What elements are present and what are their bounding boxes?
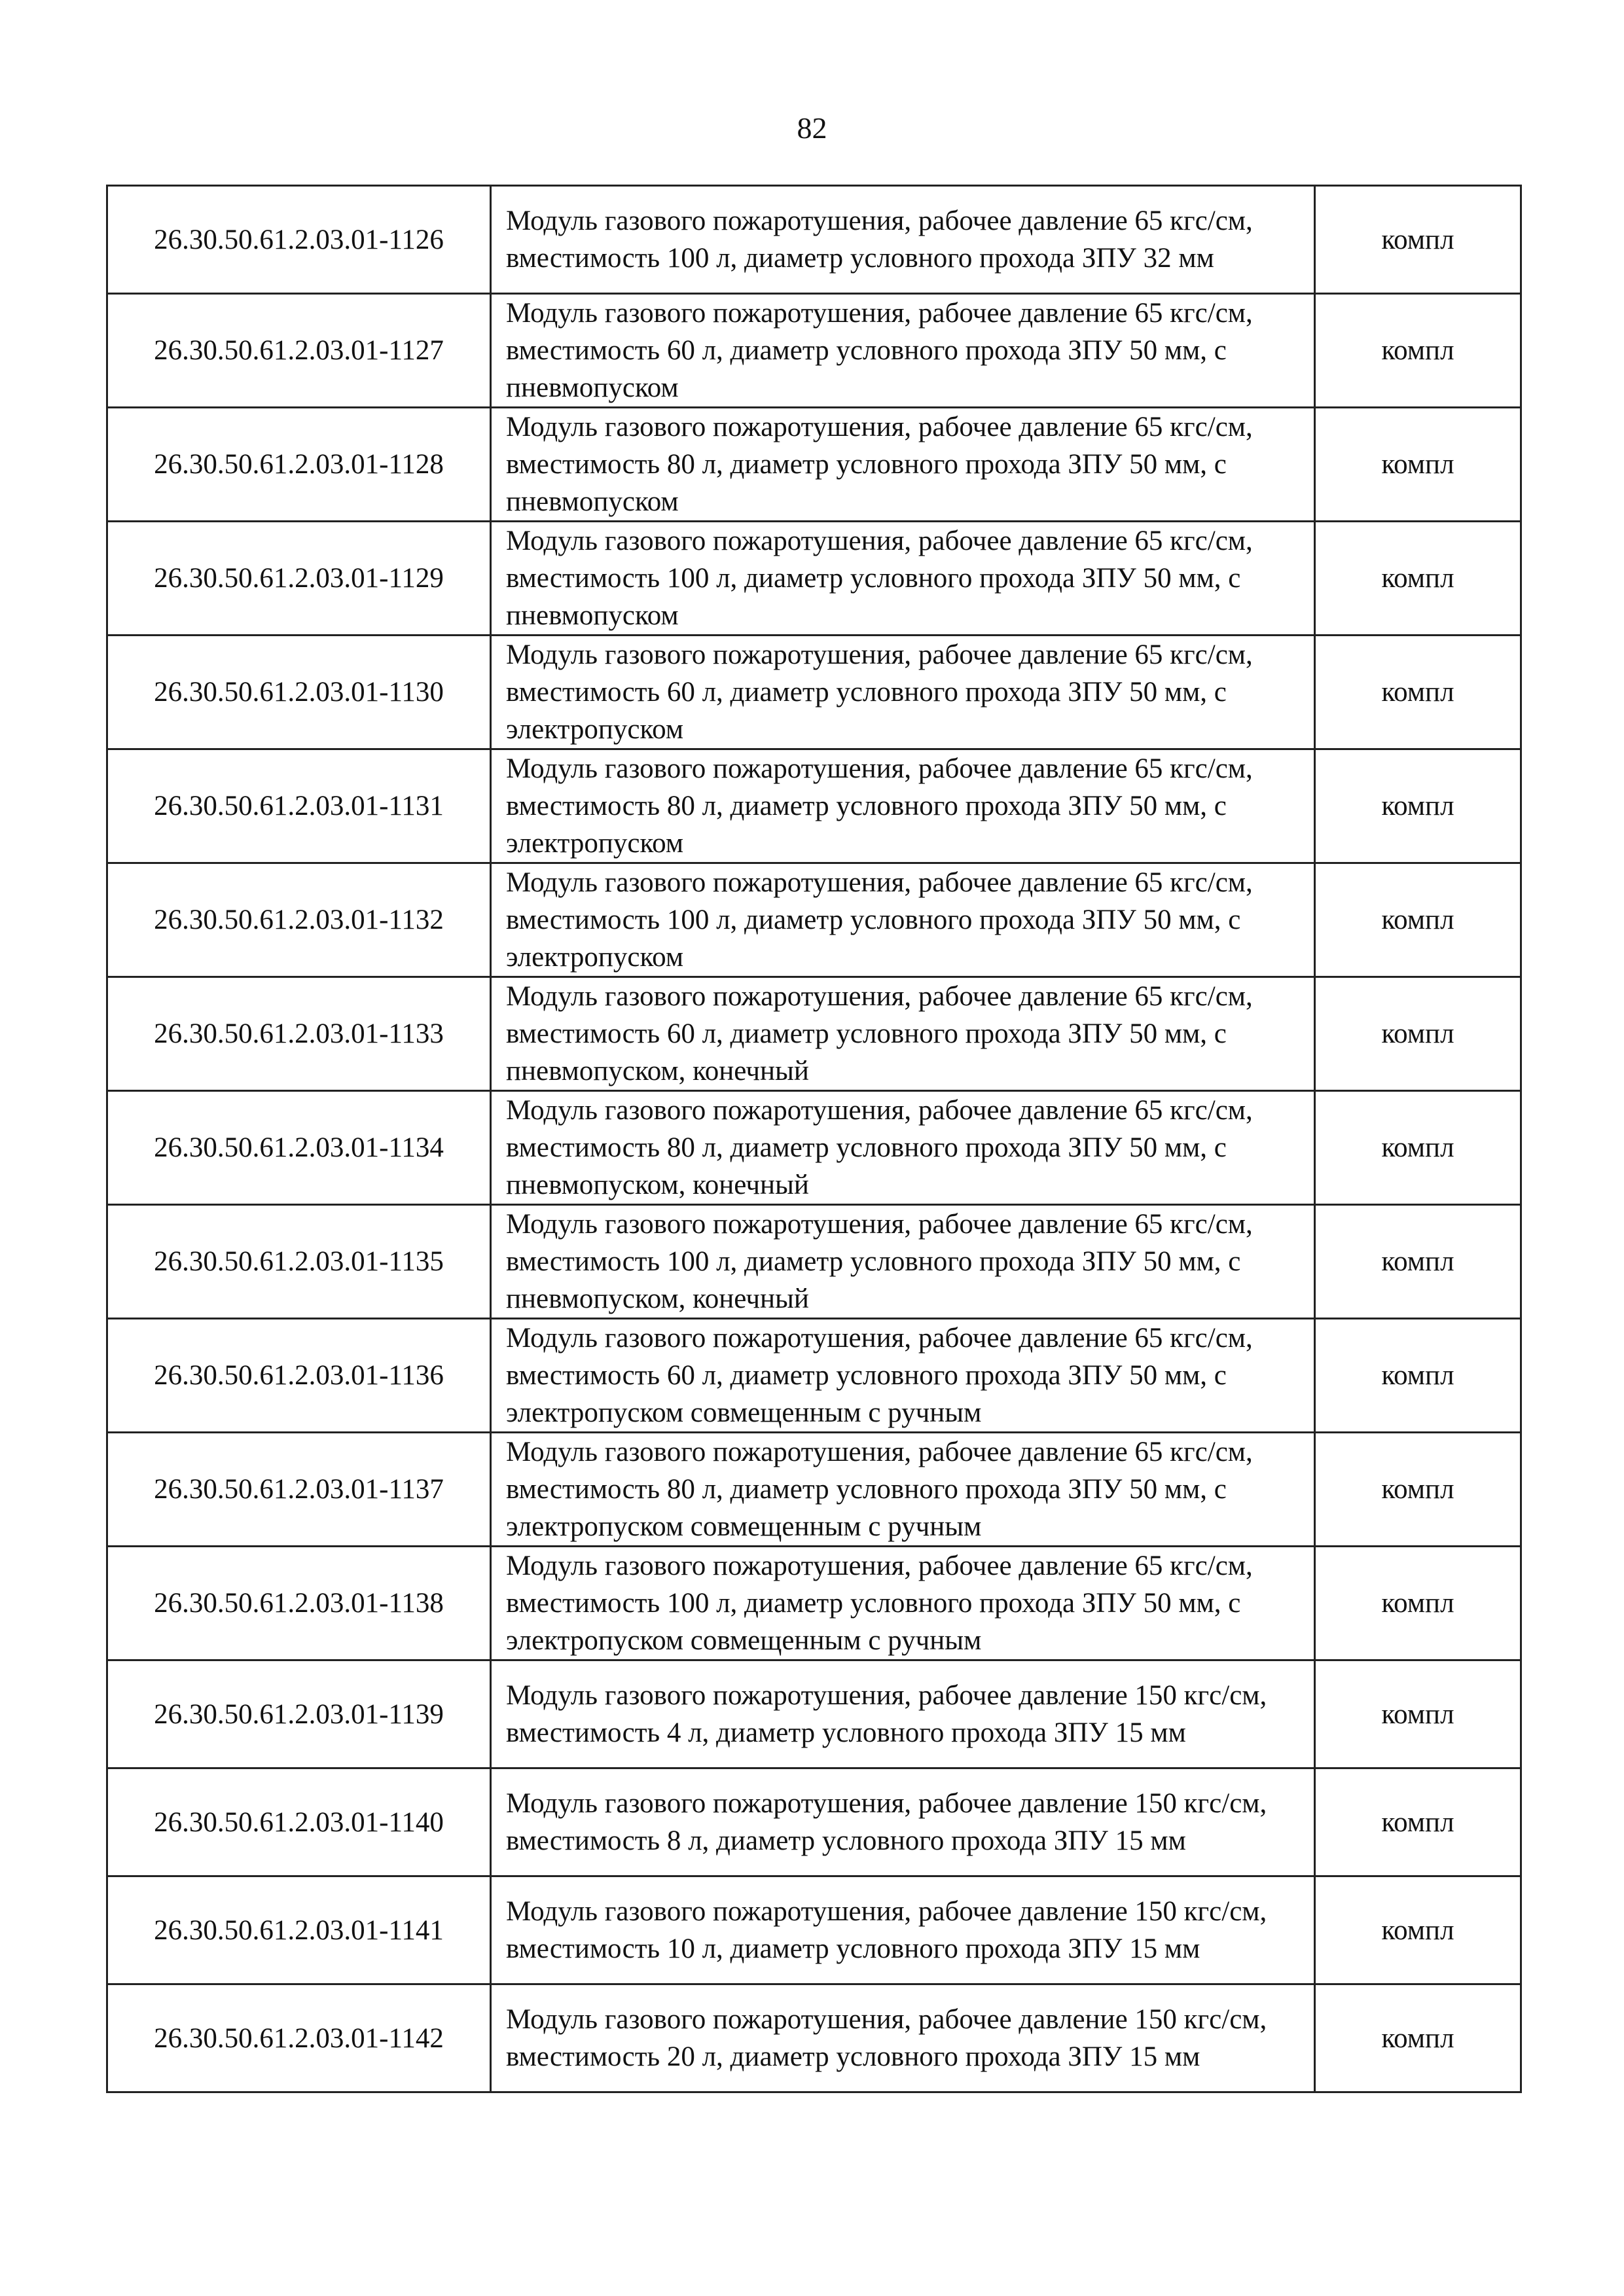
table-row xyxy=(107,294,1521,408)
resource-description: Модуль газового пожаротушения, рабочее давление 65 кгс/см, вместимость 100 л, диаметр условного прохода ЗПУ 50 мм, с электропуском xyxy=(491,863,1315,977)
table-row xyxy=(107,749,1521,863)
page-number: 82 xyxy=(797,111,827,145)
resource-code: 26.30.50.61.2.03.01-1136 xyxy=(107,1319,491,1433)
resource-code: 26.30.50.61.2.03.01-1127 xyxy=(107,294,491,408)
unit-of-measure: компл xyxy=(1315,1433,1521,1547)
unit-of-measure: компл xyxy=(1315,977,1521,1091)
table-row xyxy=(107,977,1521,1091)
resource-code: 26.30.50.61.2.03.01-1141 xyxy=(107,1876,491,1984)
resource-code: 26.30.50.61.2.03.01-1129 xyxy=(107,522,491,636)
resource-code: 26.30.50.61.2.03.01-1135 xyxy=(107,1205,491,1319)
table-row xyxy=(107,636,1521,749)
resource-code: 26.30.50.61.2.03.01-1134 xyxy=(107,1091,491,1205)
resource-code: 26.30.50.61.2.03.01-1128 xyxy=(107,408,491,522)
table-row xyxy=(107,863,1521,977)
unit-of-measure: компл xyxy=(1315,863,1521,977)
table-row xyxy=(107,186,1521,294)
table-row xyxy=(107,1319,1521,1433)
unit-of-measure: компл xyxy=(1315,636,1521,749)
unit-of-measure: компл xyxy=(1315,522,1521,636)
resource-description: Модуль газового пожаротушения, рабочее давление 65 кгс/см, вместимость 80 л, диаметр условного прохода ЗПУ 50 мм, с пневмопуском, конечный xyxy=(491,1091,1315,1205)
resource-description: Модуль газового пожаротушения, рабочее давление 65 кгс/см, вместимость 100 л, диаметр условного прохода ЗПУ 32 мм xyxy=(491,186,1315,294)
resource-description: Модуль газового пожаротушения, рабочее давление 65 кгс/см, вместимость 60 л, диаметр условного прохода ЗПУ 50 мм, с пневмопуском xyxy=(491,294,1315,408)
resource-code: 26.30.50.61.2.03.01-1131 xyxy=(107,749,491,863)
resource-code: 26.30.50.61.2.03.01-1126 xyxy=(107,186,491,294)
resource-code: 26.30.50.61.2.03.01-1139 xyxy=(107,1660,491,1768)
table-row xyxy=(107,1091,1521,1205)
table-row xyxy=(107,408,1521,522)
resource-code: 26.30.50.61.2.03.01-1137 xyxy=(107,1433,491,1547)
resource-code: 26.30.50.61.2.03.01-1142 xyxy=(107,1984,491,2092)
unit-of-measure: компл xyxy=(1315,1876,1521,1984)
unit-of-measure: компл xyxy=(1315,1768,1521,1876)
unit-of-measure: компл xyxy=(1315,186,1521,294)
resource-description: Модуль газового пожаротушения, рабочее давление 65 кгс/см, вместимость 80 л, диаметр условного прохода ЗПУ 50 мм, с электропуском совмещенным с ручным xyxy=(491,1433,1315,1547)
resource-code: 26.30.50.61.2.03.01-1132 xyxy=(107,863,491,977)
unit-of-measure: компл xyxy=(1315,1319,1521,1433)
resource-description: Модуль газового пожаротушения, рабочее давление 150 кгс/см, вместимость 8 л, диаметр условного прохода ЗПУ 15 мм xyxy=(491,1768,1315,1876)
resource-description: Модуль газового пожаротушения, рабочее давление 65 кгс/см, вместимость 100 л, диаметр условного прохода ЗПУ 50 мм, с пневмопуском xyxy=(491,522,1315,636)
resource-description: Модуль газового пожаротушения, рабочее давление 150 кгс/см, вместимость 10 л, диаметр условного прохода ЗПУ 15 мм xyxy=(491,1876,1315,1984)
unit-of-measure: компл xyxy=(1315,1547,1521,1660)
unit-of-measure: компл xyxy=(1315,408,1521,522)
resource-description: Модуль газового пожаротушения, рабочее давление 150 кгс/см, вместимость 20 л, диаметр условного прохода ЗПУ 15 мм xyxy=(491,1984,1315,2092)
unit-of-measure: компл xyxy=(1315,749,1521,863)
resource-code: 26.30.50.61.2.03.01-1133 xyxy=(107,977,491,1091)
unit-of-measure: компл xyxy=(1315,1091,1521,1205)
table-row xyxy=(107,1984,1521,2092)
resource-code: 26.30.50.61.2.03.01-1140 xyxy=(107,1768,491,1876)
resource-description: Модуль газового пожаротушения, рабочее давление 65 кгс/см, вместимость 60 л, диаметр условного прохода ЗПУ 50 мм, с электропуском совмещенным с ручным xyxy=(491,1319,1315,1433)
resource-description: Модуль газового пожаротушения, рабочее давление 65 кгс/см, вместимость 60 л, диаметр условного прохода ЗПУ 50 мм, с пневмопуском, конечный xyxy=(491,977,1315,1091)
unit-of-measure: компл xyxy=(1315,1205,1521,1319)
table-row xyxy=(107,1205,1521,1319)
unit-of-measure: компл xyxy=(1315,1984,1521,2092)
table-row xyxy=(107,1876,1521,1984)
resource-description: Модуль газового пожаротушения, рабочее давление 65 кгс/см, вместимость 80 л, диаметр условного прохода ЗПУ 50 мм, с пневмопуском xyxy=(491,408,1315,522)
table-row xyxy=(107,1547,1521,1660)
resource-description: Модуль газового пожаротушения, рабочее давление 65 кгс/см, вместимость 100 л, диаметр условного прохода ЗПУ 50 мм, с электропуском совмещенным с ручным xyxy=(491,1547,1315,1660)
resource-code: 26.30.50.61.2.03.01-1138 xyxy=(107,1547,491,1660)
unit-of-measure: компл xyxy=(1315,294,1521,408)
table-row xyxy=(107,1768,1521,1876)
resource-description: Модуль газового пожаротушения, рабочее давление 65 кгс/см, вместимость 60 л, диаметр условного прохода ЗПУ 50 мм, с электропуском xyxy=(491,636,1315,749)
resource-description: Модуль газового пожаротушения, рабочее давление 65 кгс/см, вместимость 100 л, диаметр условного прохода ЗПУ 50 мм, с пневмопуском, конечный xyxy=(491,1205,1315,1319)
resource-description: Модуль газового пожаротушения, рабочее давление 150 кгс/см, вместимость 4 л, диаметр условного прохода ЗПУ 15 мм xyxy=(491,1660,1315,1768)
table-row xyxy=(107,522,1521,636)
table-row xyxy=(107,1433,1521,1547)
resource-description: Модуль газового пожаротушения, рабочее давление 65 кгс/см, вместимость 80 л, диаметр условного прохода ЗПУ 50 мм, с электропуском xyxy=(491,749,1315,863)
unit-of-measure: компл xyxy=(1315,1660,1521,1768)
resource-table xyxy=(106,185,1522,2093)
table-row xyxy=(107,1660,1521,1768)
resource-code: 26.30.50.61.2.03.01-1130 xyxy=(107,636,491,749)
